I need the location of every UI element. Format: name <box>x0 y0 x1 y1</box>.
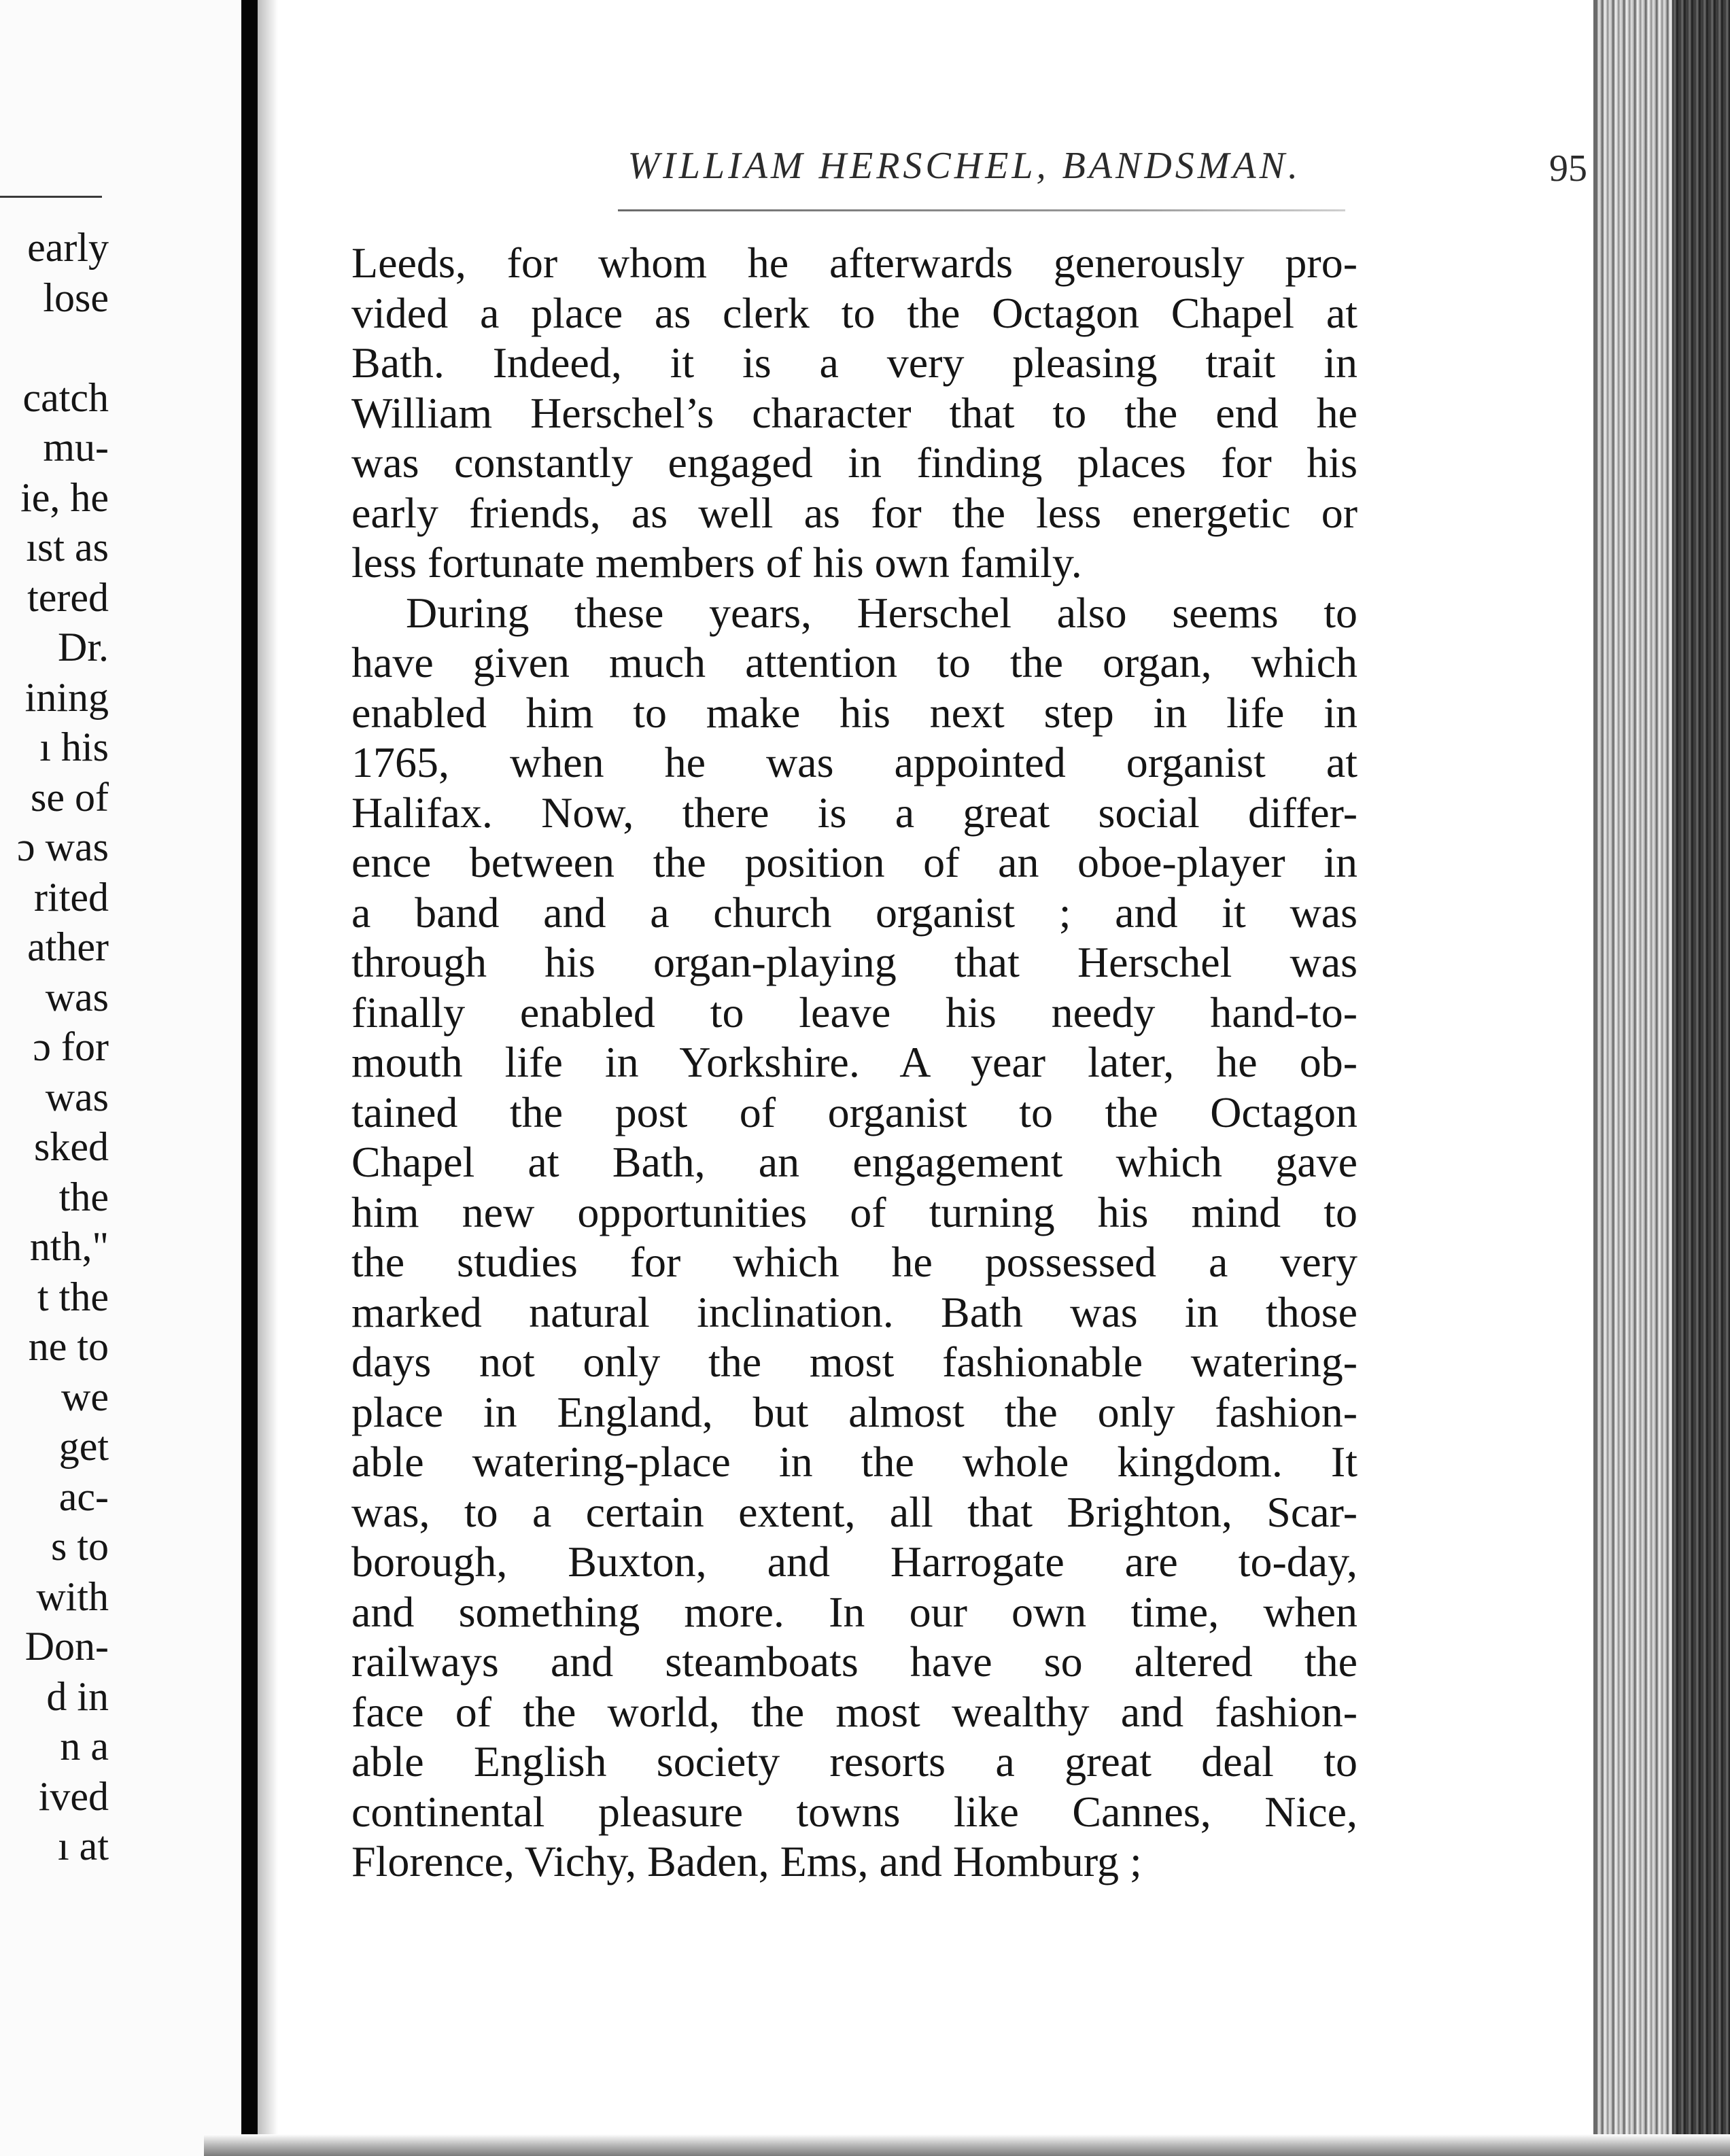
previous-page-line: early <box>27 225 109 270</box>
text-line: Leeds, for whom he afterwards generously pro- <box>351 239 1357 287</box>
text-line: Bath. Indeed, it is a very pleasing trait in <box>351 338 1357 387</box>
previous-page-line: ather <box>27 924 109 969</box>
bottom-edge <box>204 2134 1730 2156</box>
previous-page-line: s to <box>50 1524 109 1569</box>
text-line: finally enabled to leave his needy hand-to- <box>351 988 1357 1037</box>
previous-page-line: was <box>45 974 109 1020</box>
text-line: face of the world, the most wealthy and fashion- <box>351 1687 1357 1736</box>
previous-page-line: ı his <box>39 725 109 769</box>
previous-page-line: get <box>58 1424 109 1469</box>
previous-page-line: tered <box>27 574 109 620</box>
text-line: enabled him to make his next step in life in <box>351 688 1357 737</box>
text-line: through his organ-playing that Herschel was <box>351 938 1357 986</box>
previous-page-fragment <box>0 0 245 2156</box>
previous-page-line: rited <box>34 874 109 920</box>
text-line: and something more. In our own time, when <box>351 1587 1357 1636</box>
previous-page-line: sked <box>34 1124 109 1169</box>
gutter-shadow <box>258 0 278 2156</box>
previous-page-line: Don- <box>24 1624 109 1669</box>
previous-page-line: ı at <box>58 1824 109 1868</box>
previous-page-line: Dr. <box>58 625 109 670</box>
text-line: 1765, when he was appointed organist at <box>351 738 1357 786</box>
page <box>278 0 1593 2156</box>
text-line: mouth life in Yorkshire. A year later, he ob- <box>351 1038 1357 1086</box>
previous-page-line: ived <box>38 1773 109 1819</box>
text-line: Halifax. Now, there is a great social differ- <box>351 788 1357 837</box>
book-gutter <box>241 0 258 2156</box>
fore-edge-rim <box>1593 0 1597 2156</box>
text-line: days not only the most fashionable watering- <box>351 1338 1357 1386</box>
text-line: him new opportunities of turning his mind to <box>351 1187 1357 1236</box>
previous-page-line: with <box>36 1573 109 1619</box>
previous-page-line: nth," <box>29 1224 109 1269</box>
previous-page-line: ne to <box>28 1324 109 1369</box>
previous-page-line: n a <box>60 1724 109 1769</box>
text-line: continental pleasure towns like Cannes, Nice, <box>351 1787 1357 1836</box>
fore-edge-shadow <box>1672 0 1730 2156</box>
text-line: was constantly engaged in finding places for his <box>351 438 1357 487</box>
text-line: William Herschel’s character that to the end he <box>351 388 1357 437</box>
previous-page-line: ie, he <box>20 474 109 520</box>
text-line: a band and a church organist ; and it was <box>351 888 1357 937</box>
previous-page-line: we <box>61 1374 109 1419</box>
text-line: less fortunate members of his own family. <box>351 538 1082 587</box>
text-line: tained the post of organist to the Octagon <box>351 1088 1357 1136</box>
previous-page-line: the <box>58 1174 109 1219</box>
text-line: ence between the position of an oboe-player in <box>351 838 1357 886</box>
text-line: able English society resorts a great deal to <box>351 1737 1357 1786</box>
text-line: vided a place as clerk to the Octagon Chapel at <box>351 288 1357 337</box>
text-line: able watering-place in the whole kingdom. It <box>351 1438 1357 1486</box>
text-line: marked natural inclination. Bath was in those <box>351 1287 1357 1336</box>
text-line: borough, Buxton, and Harrogate are to-day, <box>351 1537 1357 1586</box>
previous-page-line: se of <box>31 774 109 820</box>
text-line: railways and steamboats have so altered the <box>351 1637 1357 1686</box>
text-line: was, to a certain extent, all that Brighton, Scar- <box>351 1487 1357 1536</box>
previous-page-line: ac- <box>58 1474 109 1519</box>
previous-page-line: ıst as <box>26 525 109 570</box>
running-head-title: WILLIAM HERSCHEL, BANDSMAN. <box>627 145 1301 187</box>
text-line: early friends, as well as for the less energetic or <box>351 488 1357 537</box>
previous-page-line: ɔ was <box>17 824 109 869</box>
previous-page-line: mu- <box>43 425 109 470</box>
previous-page-line: ining <box>24 674 109 720</box>
text-line: During these years, Herschel also seems to <box>406 588 1357 637</box>
previous-page-line: t the <box>37 1274 109 1319</box>
text-line: Chapel at Bath, an engagement which gave <box>351 1138 1357 1186</box>
text-line: the studies for which he possessed a very <box>351 1238 1357 1286</box>
previous-page-line: catch <box>22 375 109 420</box>
running-head <box>509 144 1587 205</box>
text-line: have given much attention to the organ, which <box>351 638 1357 686</box>
previous-page-line: ɔ for <box>33 1024 109 1069</box>
page-number: 95 <box>1549 147 1587 190</box>
header-rule <box>618 209 1345 211</box>
text-line: Florence, Vichy, Baden, Ems, and Homburg ; <box>351 1837 1142 1885</box>
text-line: place in England, but almost the only fashion- <box>351 1387 1357 1436</box>
previous-page-line: lose <box>43 275 109 320</box>
previous-page-line: was <box>45 1074 109 1119</box>
previous-page-rule <box>0 196 102 198</box>
previous-page-line: d in <box>46 1673 109 1719</box>
